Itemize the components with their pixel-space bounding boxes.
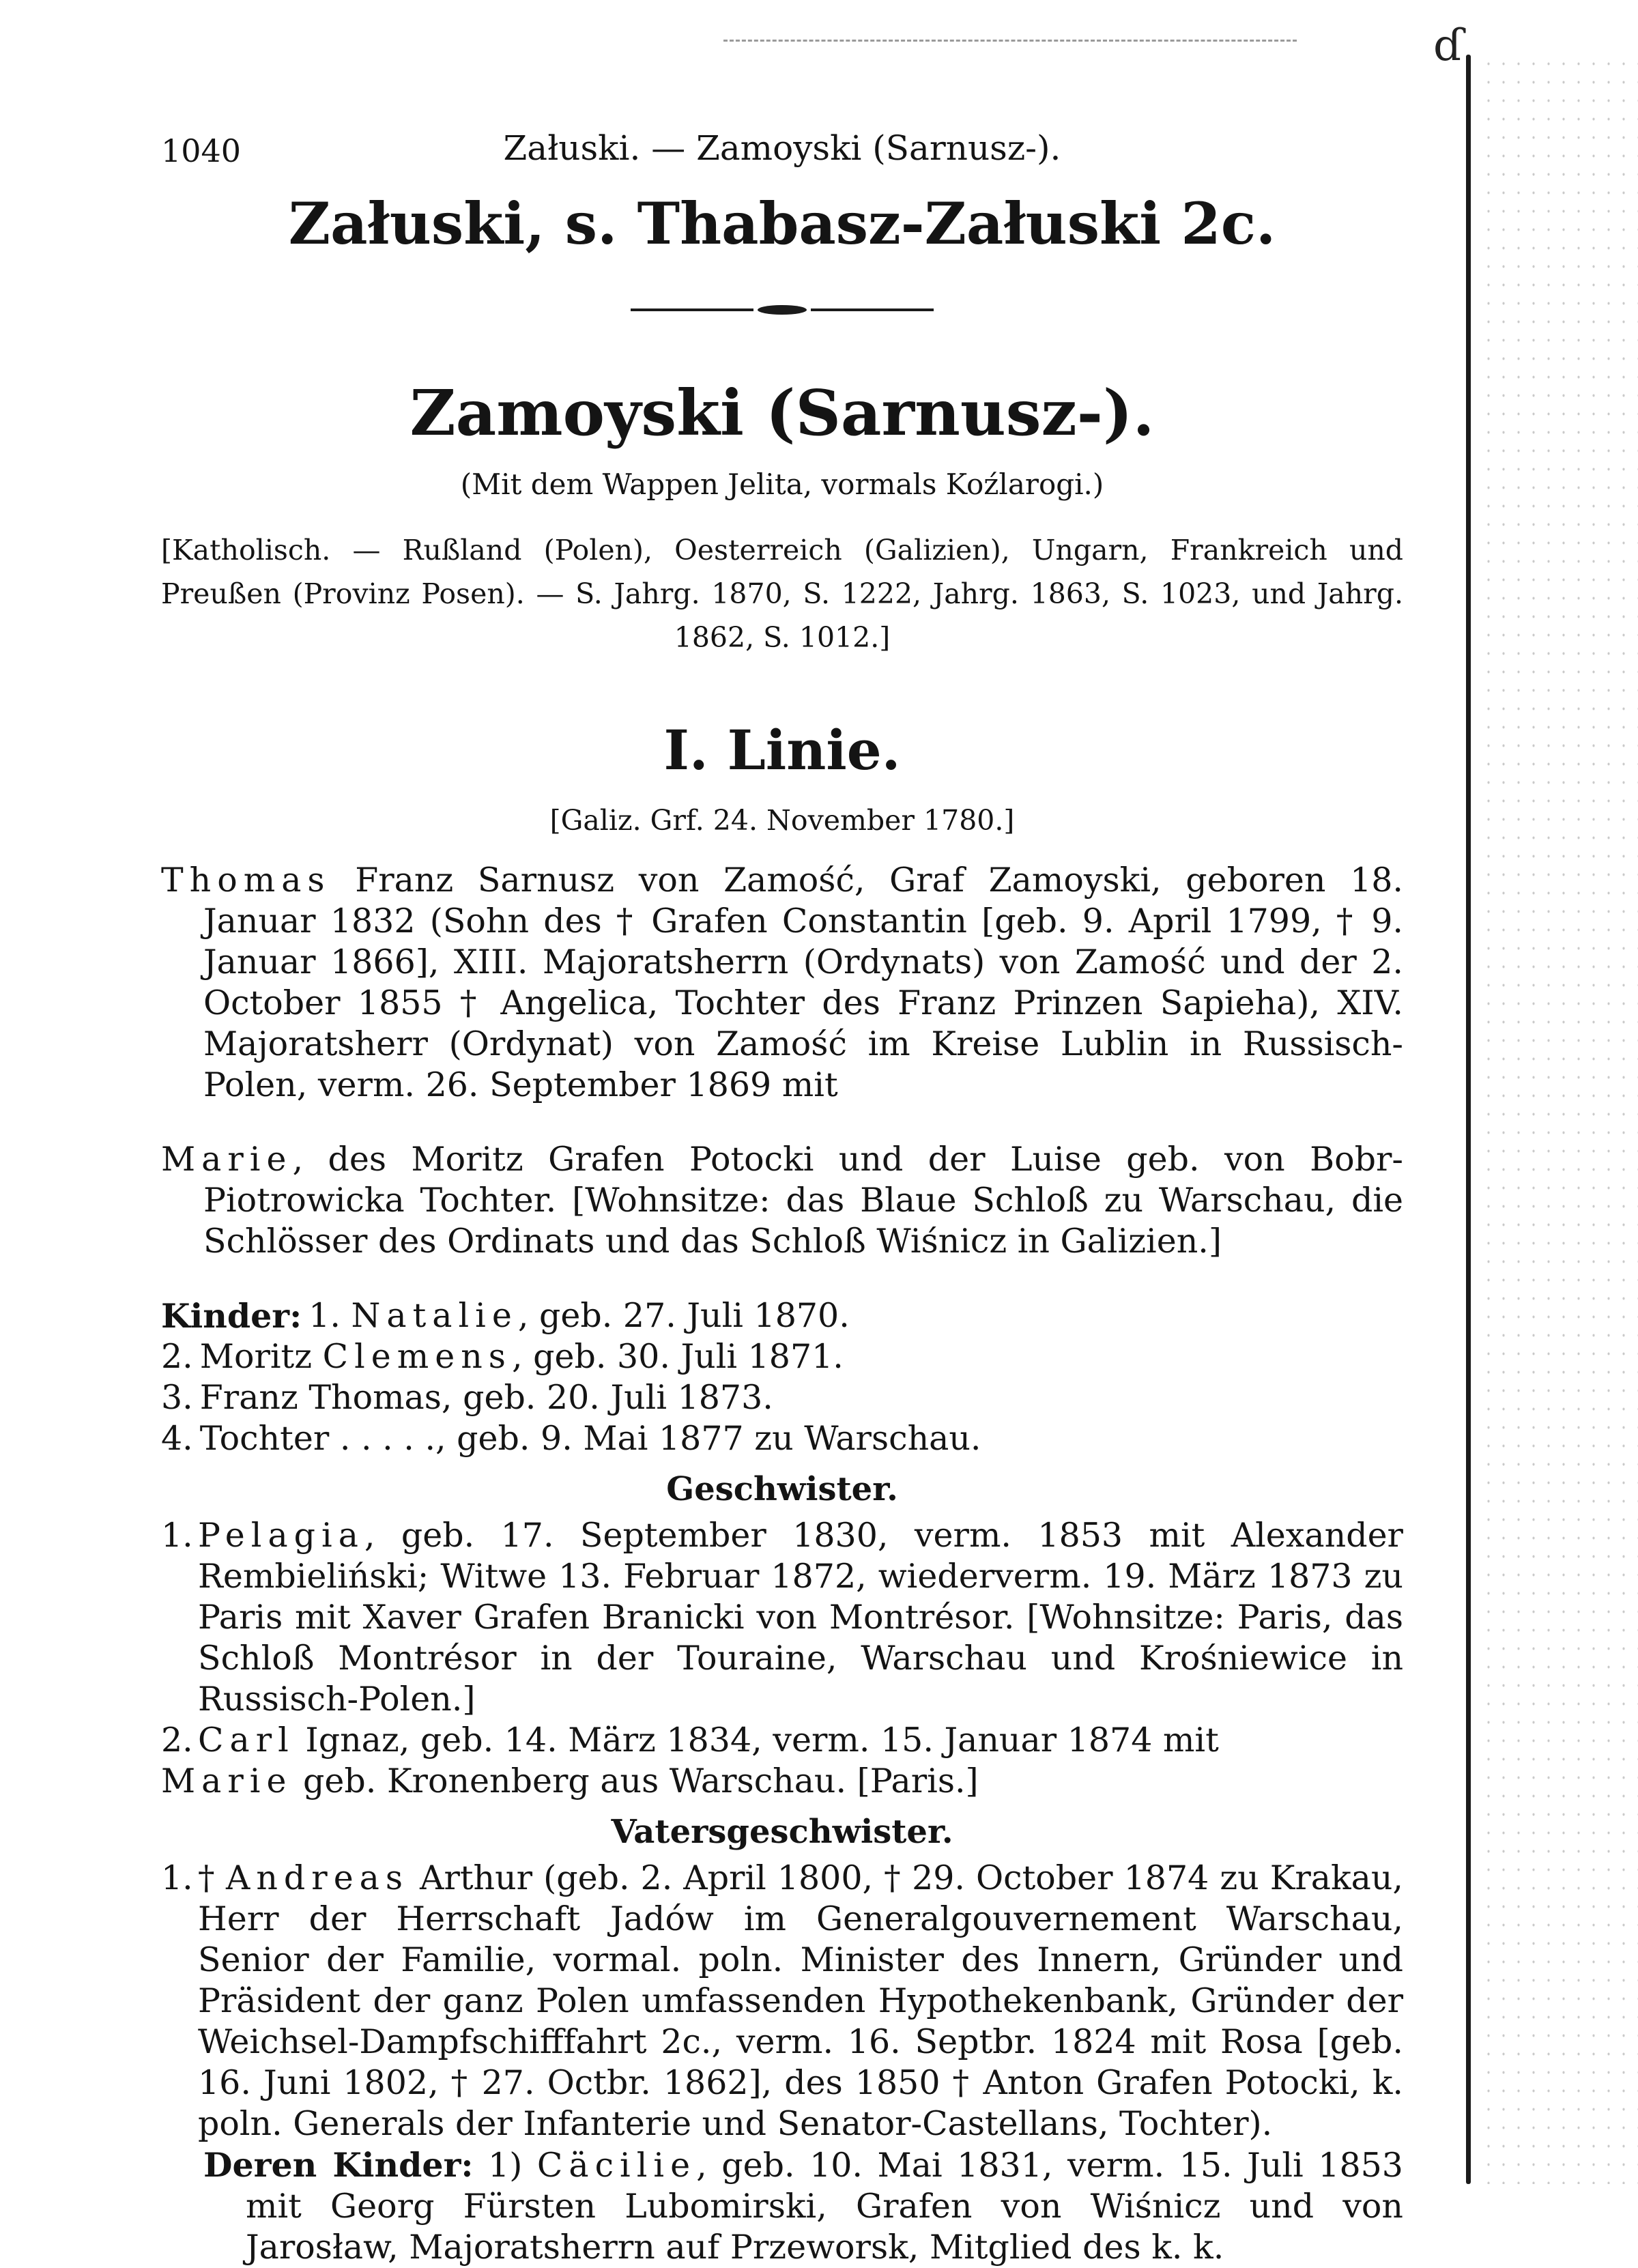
head-of-house-entry bbox=[161, 860, 1403, 1106]
paternal-sibling-name: Andreas bbox=[225, 1858, 410, 1897]
siblings-heading: Geschwister. bbox=[666, 1470, 898, 1508]
child-text: , geb. 27. Juli 1870. bbox=[517, 1296, 850, 1335]
spouse-name: Marie bbox=[161, 1140, 293, 1179]
list-item bbox=[161, 1515, 1403, 1720]
scan-bleed-through bbox=[1481, 55, 1638, 2184]
spouse-text: , des Moritz Grafen Potocki und der Luise geb. von Bobr-Piotrowicka Tochter. [Wohnsitze: das Blaue Schloß zu Warschau, die Schlösser des Ordinats und das Schloß Wiśnicz in Galizien.] bbox=[203, 1140, 1403, 1261]
paternal-sibling-number: 1. bbox=[161, 1858, 193, 1897]
sibling-name: Pelagia bbox=[198, 1516, 364, 1555]
cross-reference-heading: Załuski, s. Thabasz-Załuski 2c. bbox=[288, 190, 1276, 257]
head-text: Franz Sarnusz von Zamość, Graf Zamoyski, geboren 18. Januar 1832 (Sohn des † Grafen Constantin [geb. 9. April 1799, † 9. Januar 1866], XIII. Majoratsherrn (Ordynats) von Zamość und der 2. October 1855 † Angelica, Tochter des Franz Prinzen Sapieha), XIV. Majoratsherr (Ordynat) von Zamość im Kreise Lublin in Russisch-Polen, verm. 26. September 1869 mit bbox=[203, 861, 1403, 1104]
list-item bbox=[161, 1858, 1403, 2144]
paternal-siblings-heading: Vatersgeschwister. bbox=[611, 1813, 953, 1851]
scan-page-edge bbox=[1466, 55, 1471, 2184]
their-children-text: , geb. 10. Mai 1831, verm. 15. Juli 1853 mit Georg Fürsten Lubomirski, Grafen von Wiśnicz und von Jarosław, Majoratsherrn auf Przeworsk, Mitglied des k. k. bbox=[246, 2146, 1403, 2267]
ornamental-divider bbox=[161, 305, 1403, 315]
child-number: 1. bbox=[308, 1296, 341, 1335]
sibling-number: 1. bbox=[161, 1516, 193, 1555]
confession-note bbox=[161, 528, 1403, 659]
scan-corner-mark: ɗ bbox=[1433, 20, 1463, 71]
sibling-spouse-text: geb. Kronenberg aus Warschau. [Paris.] bbox=[292, 1762, 979, 1800]
family-title: Zamoyski (Sarnusz-). bbox=[410, 376, 1155, 450]
list-item bbox=[161, 1418, 1403, 1459]
line-title: I. Linie. bbox=[663, 718, 901, 782]
document-page bbox=[161, 116, 1403, 2268]
their-children-prefix: 1) bbox=[473, 2146, 537, 2185]
child-prefix: Tochter . . . . . bbox=[199, 1419, 436, 1458]
confession-line-3: und Jahrg. 1862, S. 1012.] bbox=[674, 577, 1403, 654]
divider-line-right bbox=[811, 308, 934, 311]
child-number: 2. bbox=[161, 1337, 193, 1376]
child-text: , geb. 30. Juli 1871. bbox=[511, 1337, 844, 1376]
children-label: Kinder: bbox=[161, 1296, 302, 1336]
running-head bbox=[161, 116, 1403, 184]
their-children-label: Deren Kinder: bbox=[203, 2145, 474, 2185]
list-item bbox=[161, 1295, 1403, 1336]
child-text: , geb. 9. Mai 1877 zu Warschau. bbox=[435, 1419, 981, 1458]
divider-ornament bbox=[758, 305, 807, 315]
divider-line-left bbox=[631, 308, 753, 311]
head-name: Thomas bbox=[161, 861, 331, 900]
list-item bbox=[161, 1377, 1403, 1418]
sibling-name: Carl bbox=[198, 1721, 295, 1760]
child-prefix: Moritz bbox=[199, 1337, 323, 1376]
child-prefix: Franz Thomas bbox=[199, 1378, 442, 1417]
sibling-text: , geb. 17. September 1830, verm. 1853 mit Alexander Rembieliński; Witwe 13. Februar 1872, wiederverm. 19. März 1873 zu Paris mit Xaver Grafen Branicki von Montrésor. [Wohnsitze: Paris, das Schloß Montrésor in der Touraine, Warschau und Krośniewice in Russisch-Polen.] bbox=[198, 1516, 1403, 1719]
their-children-entry bbox=[161, 2144, 1403, 2268]
child-name: Natalie bbox=[351, 1296, 518, 1335]
children-list bbox=[161, 1295, 1403, 1459]
sibling-text: Ignaz, geb. 14. März 1834, verm. 15. Januar 1874 mit bbox=[294, 1721, 1219, 1760]
child-number: 4. bbox=[161, 1419, 193, 1458]
sibling-number: 2. bbox=[161, 1721, 193, 1760]
sibling-spouse-name: Marie bbox=[161, 1762, 293, 1800]
page-number: 1040 bbox=[161, 132, 242, 169]
sibling-spouse-line bbox=[161, 1761, 1403, 1802]
child-number: 3. bbox=[161, 1378, 193, 1417]
scan-dash-line bbox=[723, 40, 1297, 42]
death-mark: † bbox=[198, 1858, 226, 1897]
arms-note: (Mit dem Wappen Jelita, vormals Koźlarogi.) bbox=[460, 468, 1104, 501]
list-item bbox=[161, 1720, 1403, 1761]
grant-note: [Galiz. Grf. 24. November 1780.] bbox=[549, 804, 1015, 837]
their-child-name: Cäcilie bbox=[536, 2146, 697, 2185]
child-name: Clemens bbox=[322, 1337, 512, 1376]
paternal-sibling-text: Arthur (geb. 2. April 1800, † 29. October 1874 zu Krakau, Herr der Herrschaft Jadów im Generalgouvernement Warschau, Senior der Familie, vormal. poln. Minister des Innern, Gründer und Präsident der ganz Polen umfassenden Hypothekenbank, Gründer der Weichsel-Dampfschifffahrt 2c., verm. 16. Septbr. 1824 mit Rosa [geb. 16. Juni 1802, † 27. Octbr. 1862], des 1850 † Anton Grafen Potocki, k. poln. Generals der Infanterie und Senator-Castellans, Tochter). bbox=[198, 1858, 1403, 2143]
confession-line-2: Preußen (Provinz Posen). — S. Jahrg. 1870, S. 1222, Jahrg. 1863, S. 1023, bbox=[161, 577, 1241, 610]
child-text: , geb. 20. Juli 1873. bbox=[441, 1378, 773, 1417]
list-item bbox=[161, 1336, 1403, 1377]
running-title: Załuski. — Zamoyski (Sarnusz-). bbox=[503, 128, 1061, 168]
spouse-entry bbox=[161, 1139, 1403, 1262]
confession-line-1: [Katholisch. — Rußland (Polen), Oesterreich (Galizien), Ungarn, Frankreich und bbox=[161, 534, 1403, 566]
